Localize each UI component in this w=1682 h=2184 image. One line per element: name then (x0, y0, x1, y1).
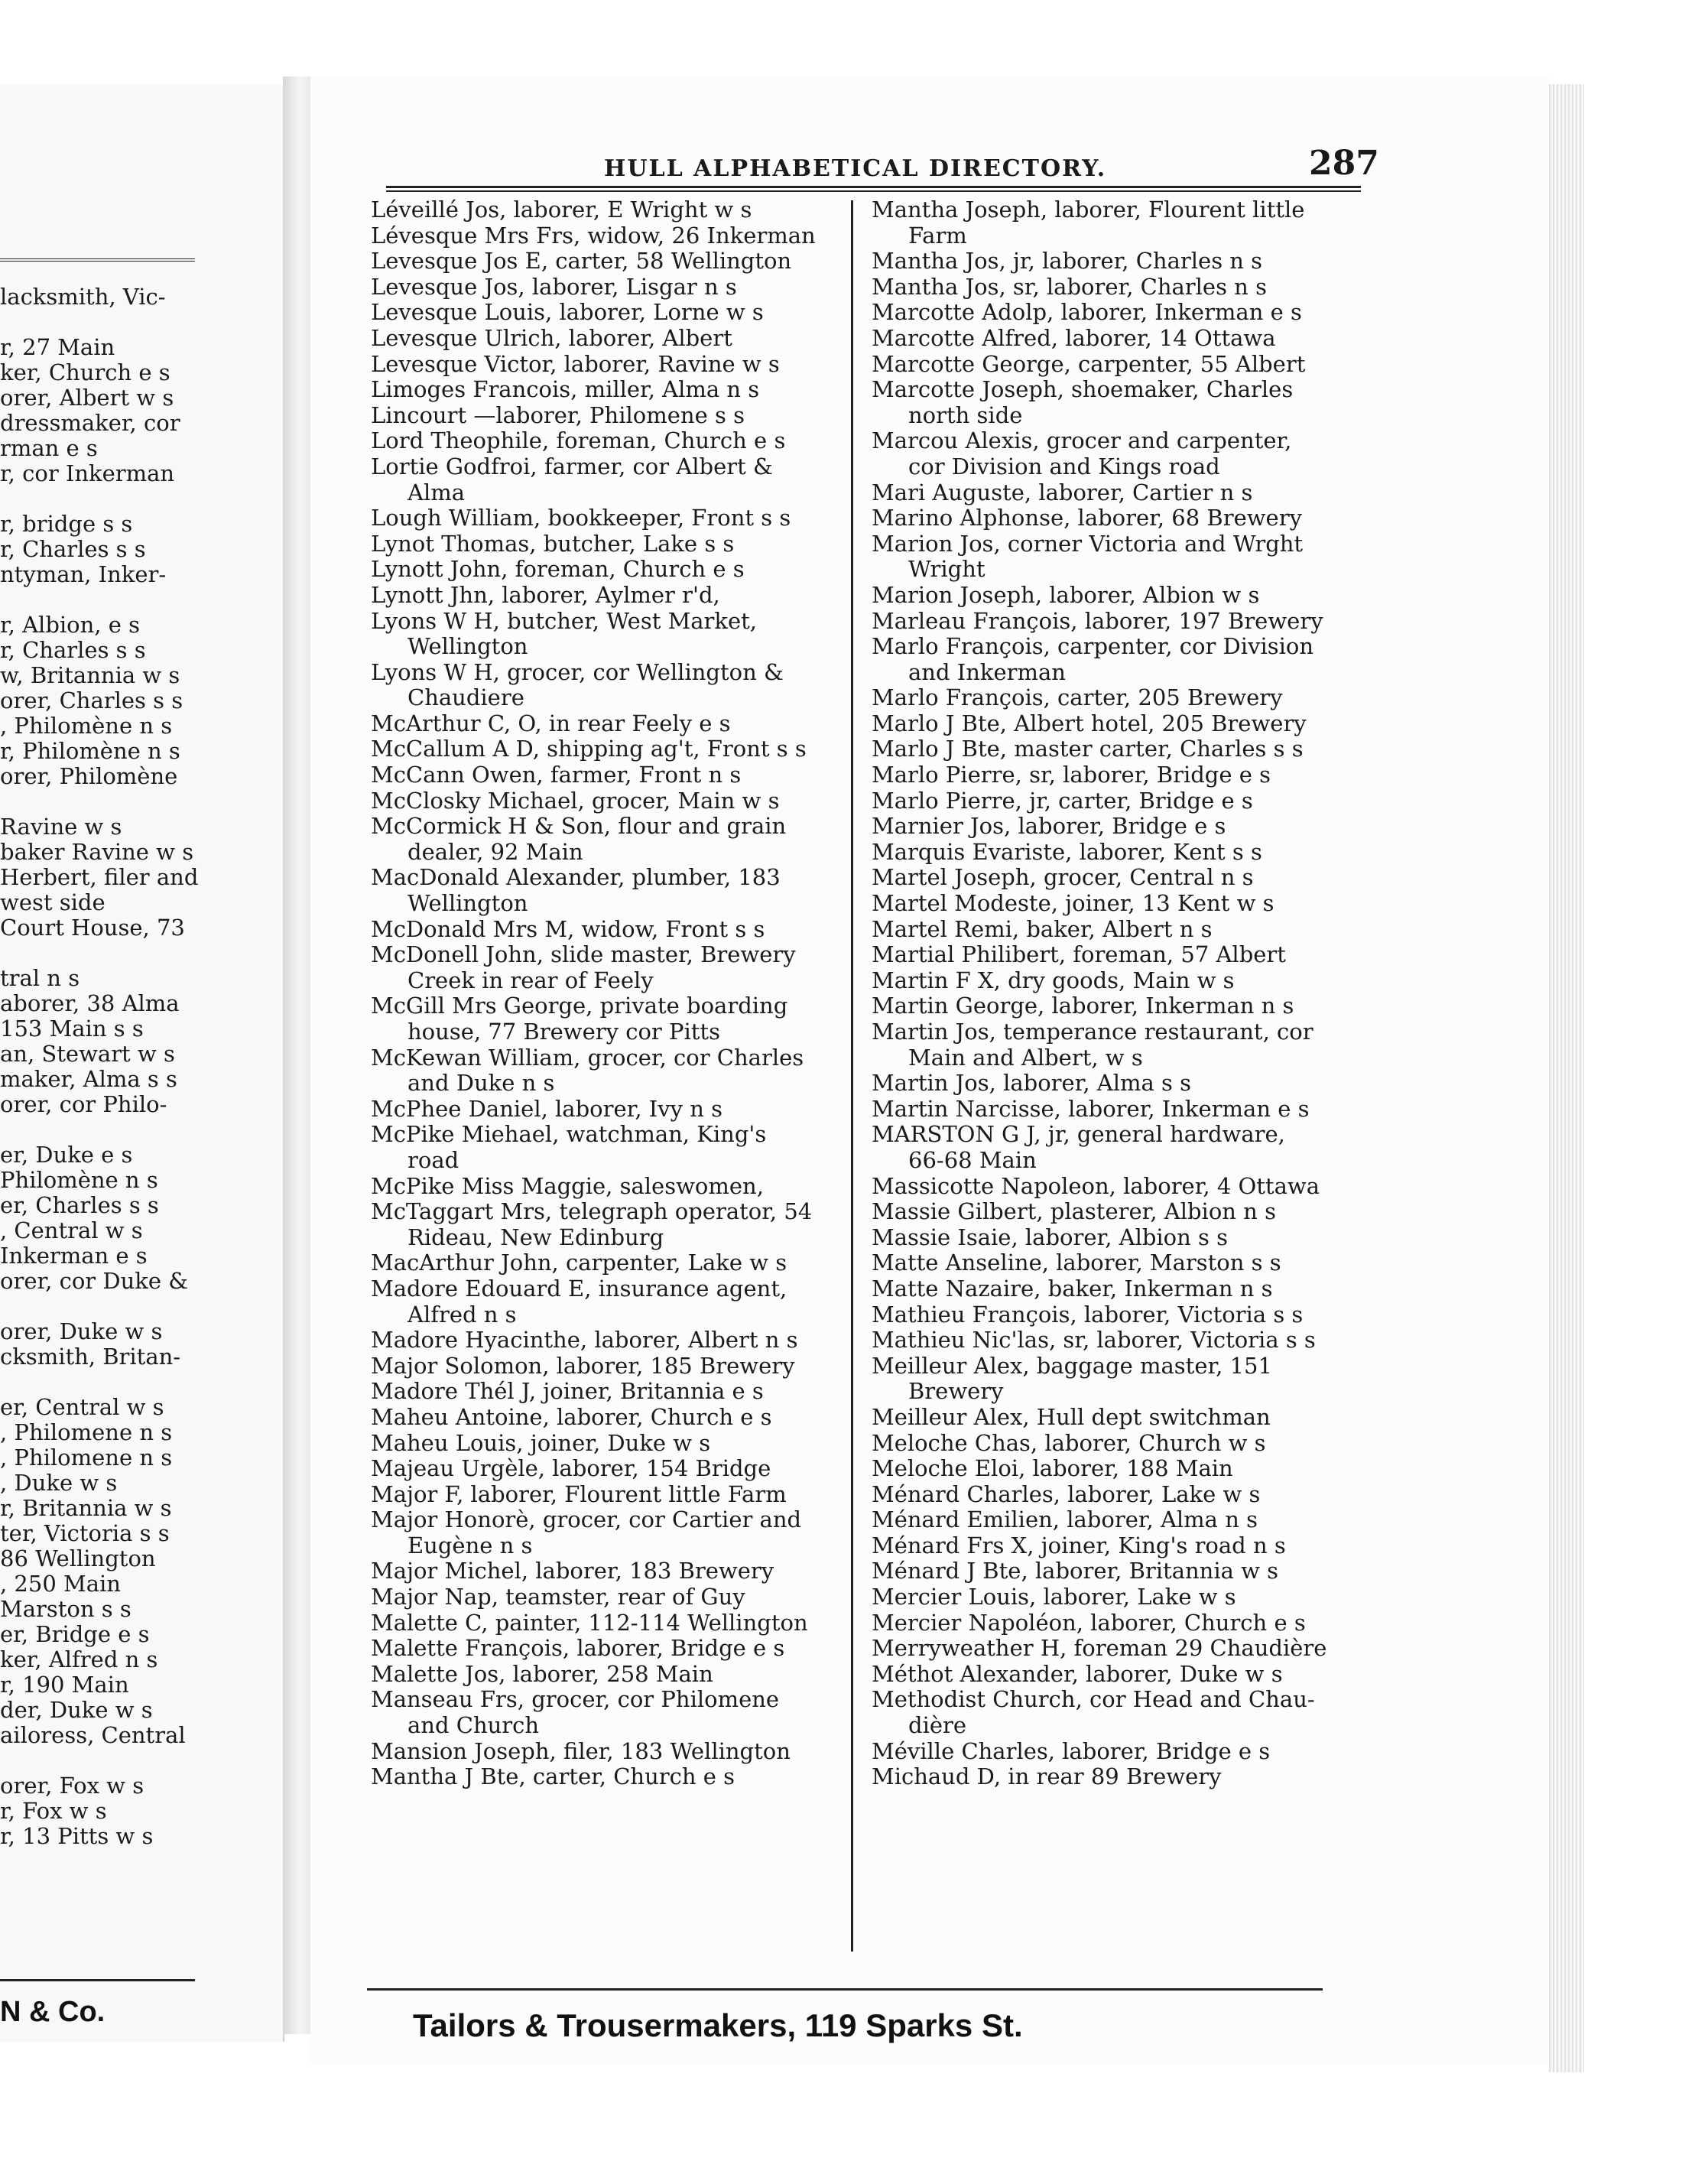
directory-entry: Lincourt —laborer, Philomene s s (371, 402, 745, 428)
directory-entry-continuation: Wright (908, 557, 985, 583)
facing-page-line: 153 Main s s (0, 1016, 144, 1042)
directory-entry: McDonald Mrs M, widow, Front s s (371, 916, 765, 942)
directory-entry: Marleau François, laborer, 197 Brewery (872, 608, 1323, 634)
directory-entry: Majeau Urgèle, laborer, 154 Bridge (371, 1456, 771, 1482)
facing-page-line: , 250 Main (0, 1571, 121, 1597)
directory-entry: McPike Miss Maggie, saleswomen, (371, 1173, 764, 1199)
directory-entry: Lyons W H, butcher, West Market, (371, 608, 758, 634)
directory-entry: Ménard J Bte, laborer, Britannia w s (872, 1558, 1279, 1584)
facing-page-line: r, Charles s s (0, 537, 146, 562)
facing-page-line: r, 13 Pitts w s (0, 1824, 154, 1849)
facing-page-line: r, 27 Main (0, 335, 115, 360)
directory-entry-continuation: Brewery (908, 1379, 1004, 1405)
directory-entry-continuation: dière (908, 1713, 967, 1739)
directory-entry: Marnier Jos, laborer, Bridge e s (872, 814, 1226, 840)
directory-entry: Meloche Eloi, laborer, 188 Main (872, 1456, 1233, 1482)
directory-entry: Major Michel, laborer, 183 Brewery (371, 1558, 774, 1584)
directory-entry: Léveillé Jos, laborer, E Wright w s (371, 197, 752, 223)
facing-page-line: orer, Albert w s (0, 385, 174, 411)
directory-entry: Merryweather H, foreman 29 Chaudière (872, 1636, 1327, 1662)
directory-entry: Mantha Jos, jr, laborer, Charles n s (872, 249, 1263, 275)
directory-entry: Mantha J Bte, carter, Church e s (371, 1764, 735, 1790)
directory-entry: McTaggart Mrs, telegraph operator, 54 (371, 1199, 813, 1225)
directory-entry: MARSTON G J, jr, general hardware, (872, 1122, 1285, 1148)
directory-entry: Matte Nazaire, baker, Inkerman n s (872, 1276, 1273, 1302)
facing-page-line: west side (0, 890, 106, 915)
directory-entry: Major F, laborer, Flourent little Farm (371, 1481, 787, 1507)
facing-page-line (0, 1294, 284, 1319)
facing-page-line: Court House, 73 (0, 915, 185, 941)
directory-entry: Martin Narcisse, laborer, Inkerman e s (872, 1096, 1310, 1122)
directory-entry: Meloche Chas, laborer, Church w s (872, 1430, 1266, 1456)
directory-entry: Manseau Frs, grocer, cor Philomene (371, 1687, 780, 1713)
facing-page-line: 86 Wellington (0, 1546, 156, 1571)
directory-entry: Marcotte Joseph, shoemaker, Charles (872, 377, 1294, 403)
directory-entry: Lynot Thomas, butcher, Lake s s (371, 531, 735, 557)
directory-entry-continuation: Creek in rear of Feely (408, 967, 654, 993)
facing-page-line (0, 1117, 284, 1142)
facing-page-line: r, Charles s s (0, 638, 146, 663)
facing-page-line: r, bridge s s (0, 512, 133, 537)
facing-page-line: , Philomène n s (0, 713, 173, 739)
facing-page-line (0, 941, 284, 966)
facing-page-line: r, 190 Main (0, 1672, 129, 1698)
directory-entry: Marlo J Bte, master carter, Charles s s (872, 736, 1304, 762)
facing-page-line: orer, Fox w s (0, 1773, 144, 1799)
facing-page-line: ailoress, Central (0, 1723, 186, 1748)
directory-entry: Limoges Francois, miller, Alma n s (371, 377, 760, 403)
directory-entry: Madore Hyacinthe, laborer, Albert n s (371, 1328, 798, 1354)
facing-page-line: aborer, 38 Alma (0, 991, 180, 1016)
facing-page-line: er, Duke e s (0, 1142, 133, 1168)
directory-entry-continuation: Wellington (408, 634, 528, 660)
directory-entry: McGill Mrs George, private boarding (371, 993, 788, 1019)
directory-entry: Ménard Emilien, laborer, Alma n s (872, 1507, 1258, 1533)
facing-page-line: ter, Victoria s s (0, 1521, 170, 1546)
directory-entry: Malette François, laborer, Bridge e s (371, 1636, 785, 1662)
directory-entry: Lynott John, foreman, Church e s (371, 557, 745, 583)
directory-entry-continuation: Eugène n s (408, 1532, 533, 1558)
directory-entry: McPike Miehael, watchman, King's (371, 1122, 767, 1148)
directory-entry-continuation: 66-68 Main (908, 1147, 1037, 1173)
facing-page-line: orer, Duke w s (0, 1319, 163, 1344)
footer-rule (367, 1988, 1323, 1991)
directory-entry: Malette Jos, laborer, 258 Main (371, 1661, 713, 1687)
facing-page-line: er, Charles s s (0, 1193, 159, 1218)
facing-page-line: ntyman, Inker- (0, 562, 167, 587)
directory-column-right (872, 197, 1369, 1790)
directory-entry-continuation: Alma (408, 479, 466, 505)
facing-page-line: ker, Church e s (0, 360, 170, 385)
facing-page-line: tral n s (0, 966, 80, 991)
directory-entry: Michaud D, in rear 89 Brewery (872, 1764, 1222, 1790)
directory-entry: McCallum A D, shipping ag't, Front s s (371, 736, 807, 762)
directory-entry: Malette C, painter, 112-114 Wellington (371, 1610, 808, 1636)
facing-page-line: , Duke w s (0, 1471, 118, 1496)
directory-entry: Maheu Antoine, laborer, Church e s (371, 1404, 772, 1430)
directory-entry-continuation: cor Division and Kings road (908, 453, 1220, 479)
directory-entry: Ménard Charles, laborer, Lake w s (872, 1481, 1261, 1507)
directory-entry: Mari Auguste, laborer, Cartier n s (872, 479, 1253, 505)
facing-page-line: cksmith, Britan- (0, 1344, 181, 1370)
directory-entry: Lynott Jhn, laborer, Aylmer r'd, (371, 582, 720, 608)
facing-page-line: orer, Philomène (0, 764, 178, 789)
directory-entry: McKewan William, grocer, cor Charles (371, 1045, 804, 1071)
directory-entry: Lyons W H, grocer, cor Wellington & (371, 659, 784, 685)
directory-entry: Martin Jos, laborer, Alma s s (872, 1071, 1192, 1097)
directory-entry: Martel Remi, baker, Albert n s (872, 916, 1213, 942)
directory-entry: Mathieu François, laborer, Victoria s s (872, 1302, 1304, 1328)
facing-page-line: er, Central w s (0, 1395, 164, 1420)
directory-entry-continuation: house, 77 Brewery cor Pitts (408, 1019, 720, 1045)
facing-page-line: dressmaker, cor (0, 411, 180, 436)
facing-page-line: baker Ravine w s (0, 840, 194, 865)
directory-entry: Mercier Louis, laborer, Lake w s (872, 1584, 1236, 1610)
directory-entry: Marcotte George, carpenter, 55 Albert (872, 351, 1306, 377)
directory-entry: Marlo François, carter, 205 Brewery (872, 685, 1283, 711)
facing-page-footer-rule (0, 1979, 195, 1981)
directory-entry: Marcotte Alfred, laborer, 14 Ottawa (872, 325, 1276, 351)
directory-entry: Martial Philibert, foreman, 57 Albert (872, 942, 1286, 968)
directory-entry: Levesque Victor, laborer, Ravine w s (371, 351, 780, 377)
directory-entry: McDonell John, slide master, Brewery (371, 942, 796, 968)
directory-entry: Maheu Louis, joiner, Duke w s (371, 1430, 711, 1456)
facing-page-line: Philomène n s (0, 1168, 158, 1193)
directory-entry: Levesque Jos, laborer, Lisgar n s (371, 274, 737, 300)
facing-page-line: Marston s s (0, 1597, 132, 1622)
directory-entry: Lough William, bookkeeper, Front s s (371, 505, 791, 531)
directory-entry: Méthot Alexander, laborer, Duke w s (872, 1661, 1283, 1687)
directory-entry: Madore Thél J, joiner, Britannia e s (371, 1379, 764, 1405)
directory-entry: Major Nap, teamster, rear of Guy (371, 1584, 745, 1610)
directory-entry: MacArthur John, carpenter, Lake w s (371, 1250, 787, 1276)
page-edges (1549, 84, 1584, 2072)
facing-page-line: rman e s (0, 436, 98, 461)
facing-page-header-rule (0, 258, 195, 262)
directory-entry: McArthur C, O, in rear Feely e s (371, 710, 731, 736)
facing-page-line (0, 1370, 284, 1395)
directory-entry-continuation: Main and Albert, w s (908, 1045, 1143, 1071)
directory-entry-continuation: Wellington (408, 891, 528, 917)
directory-entry: Levesque Louis, laborer, Lorne w s (371, 300, 764, 326)
facing-page-line (0, 587, 284, 613)
directory-entry: Massicotte Napoleon, laborer, 4 Ottawa (872, 1173, 1320, 1199)
facing-page-line: Herbert, filer and (0, 865, 199, 890)
facing-page-line: r, Fox w s (0, 1799, 107, 1824)
directory-entry-continuation: Rideau, New Edinburg (408, 1224, 664, 1250)
facing-page-line: Ravine w s (0, 814, 122, 840)
facing-page-line: Inkerman e s (0, 1243, 148, 1269)
facing-page-line: r, Britannia w s (0, 1496, 172, 1521)
directory-entry: Major Honorè, grocer, cor Cartier and (371, 1507, 802, 1533)
directory-entry-continuation: and Church (408, 1713, 540, 1739)
directory-entry-continuation: and Inkerman (908, 659, 1066, 685)
directory-entry-continuation: Farm (908, 223, 967, 249)
directory-entry: Mansion Joseph, filer, 183 Wellington (371, 1738, 791, 1764)
directory-entry: Marlo François, carpenter, cor Division (872, 634, 1314, 660)
directory-entry: Mantha Jos, sr, laborer, Charles n s (872, 274, 1267, 300)
directory-entry: Marino Alphonse, laborer, 68 Brewery (872, 505, 1302, 531)
directory-entry: Ménard Frs X, joiner, King's road n s (872, 1532, 1286, 1558)
directory-entry: Marlo Pierre, sr, laborer, Bridge e s (872, 762, 1271, 788)
facing-page-line (0, 486, 284, 512)
column-divider (851, 200, 853, 1952)
directory-entry: Methodist Church, cor Head and Chau- (872, 1687, 1315, 1713)
facing-page-line: , Philomene n s (0, 1445, 173, 1471)
directory-entry: Méville Charles, laborer, Bridge e s (872, 1738, 1271, 1764)
directory-entry: Massie Isaie, laborer, Albion s s (872, 1224, 1229, 1250)
directory-entry: Marlo J Bte, Albert hotel, 205 Brewery (872, 710, 1307, 736)
directory-entry: Martel Joseph, grocer, Central n s (872, 865, 1254, 891)
facing-page-line: w, Britannia w s (0, 663, 180, 688)
directory-entry: Lévesque Mrs Frs, widow, 26 Inkerman (371, 223, 816, 249)
facing-page-line: er, Bridge e s (0, 1622, 150, 1647)
directory-entry: Madore Edouard E, insurance agent, (371, 1276, 787, 1302)
facing-page-line: orer, cor Duke & (0, 1269, 189, 1294)
directory-entry: Lortie Godfroi, farmer, cor Albert & (371, 453, 773, 479)
book-gutter (283, 76, 310, 2034)
directory-entry-continuation: road (408, 1147, 459, 1173)
directory-entry: Marcotte Adolp, laborer, Inkerman e s (872, 300, 1302, 326)
facing-page (0, 84, 284, 2042)
directory-entry: Martin F X, dry goods, Main w s (872, 967, 1235, 993)
facing-page-line: , Philomene n s (0, 1420, 173, 1445)
directory-entry-continuation: north side (908, 402, 1023, 428)
directory-entry: Meilleur Alex, baggage master, 151 (872, 1353, 1272, 1379)
directory-entry-continuation: Chaudiere (408, 685, 524, 711)
facing-page-text (0, 284, 284, 1849)
directory-entry: McCann Owen, farmer, Front n s (371, 762, 742, 788)
directory-entry: Marcou Alexis, grocer and carpenter, (872, 428, 1292, 454)
directory-entry: Marquis Evariste, laborer, Kent s s (872, 839, 1262, 865)
directory-entry: McCormick H & Son, flour and grain (371, 814, 787, 840)
page-number: 287 (1309, 144, 1379, 183)
footer-advertisement: Tailors & Trousermakers, 119 Sparks St. (413, 2007, 1023, 2043)
facing-page-line (0, 789, 284, 814)
facing-page-line: r, cor Inkerman (0, 461, 175, 486)
directory-entry: MacDonald Alexander, plumber, 183 (371, 865, 781, 891)
facing-page-line (0, 310, 284, 335)
header-rule (386, 186, 1361, 192)
directory-entry: Marion Jos, corner Victoria and Wrght (872, 531, 1304, 557)
facing-page-line: orer, Charles s s (0, 688, 183, 713)
facing-page-line: orer, cor Philo- (0, 1092, 167, 1117)
directory-entry: Meilleur Alex, Hull dept switchman (872, 1404, 1271, 1430)
facing-page-line: r, Albion, e s (0, 613, 141, 638)
directory-entry: Marlo Pierre, jr, carter, Bridge e s (872, 788, 1253, 814)
facing-page-line: maker, Alma s s (0, 1067, 177, 1092)
directory-entry: McPhee Daniel, laborer, Ivy n s (371, 1096, 722, 1122)
directory-entry-continuation: Alfred n s (408, 1302, 517, 1328)
directory-entry: McClosky Michael, grocer, Main w s (371, 788, 780, 814)
facing-page-line: der, Duke w s (0, 1698, 153, 1723)
directory-column-left (371, 197, 852, 1790)
directory-entry: Martin George, laborer, Inkerman n s (872, 993, 1294, 1019)
facing-page-line: lacksmith, Vic- (0, 284, 166, 310)
directory-entry-continuation: dealer, 92 Main (408, 839, 583, 865)
directory-entry: Mantha Joseph, laborer, Flourent little (872, 197, 1305, 223)
directory-entry: Marion Joseph, laborer, Albion w s (872, 582, 1260, 608)
directory-entry: Mercier Napoléon, laborer, Church e s (872, 1610, 1306, 1636)
facing-page-line: ker, Alfred n s (0, 1647, 158, 1672)
facing-page-footer: N & Co. (0, 1996, 106, 2028)
directory-entry: Lord Theophile, foreman, Church e s (371, 428, 786, 454)
directory-entry: Massie Gilbert, plasterer, Albion n s (872, 1199, 1276, 1225)
directory-entry: Major Solomon, laborer, 185 Brewery (371, 1353, 795, 1379)
directory-entry: Martin Jos, temperance restaurant, cor (872, 1019, 1313, 1045)
directory-entry: Levesque Ulrich, laborer, Albert (371, 325, 732, 351)
directory-entry-continuation: and Duke n s (408, 1071, 555, 1097)
facing-page-line: an, Stewart w s (0, 1042, 175, 1067)
directory-entry: Matte Anseline, laborer, Marston s s (872, 1250, 1281, 1276)
facing-page-line: , Central w s (0, 1218, 143, 1243)
directory-entry: Martel Modeste, joiner, 13 Kent w s (872, 891, 1274, 917)
facing-page-line: r, Philomène n s (0, 739, 180, 764)
directory-entry: Levesque Jos E, carter, 58 Wellington (371, 249, 792, 275)
facing-page-line (0, 1748, 284, 1773)
directory-entry: Mathieu Nic'las, sr, laborer, Victoria s s (872, 1328, 1316, 1354)
running-title: HULL ALPHABETICAL DIRECTORY. (604, 155, 1107, 182)
